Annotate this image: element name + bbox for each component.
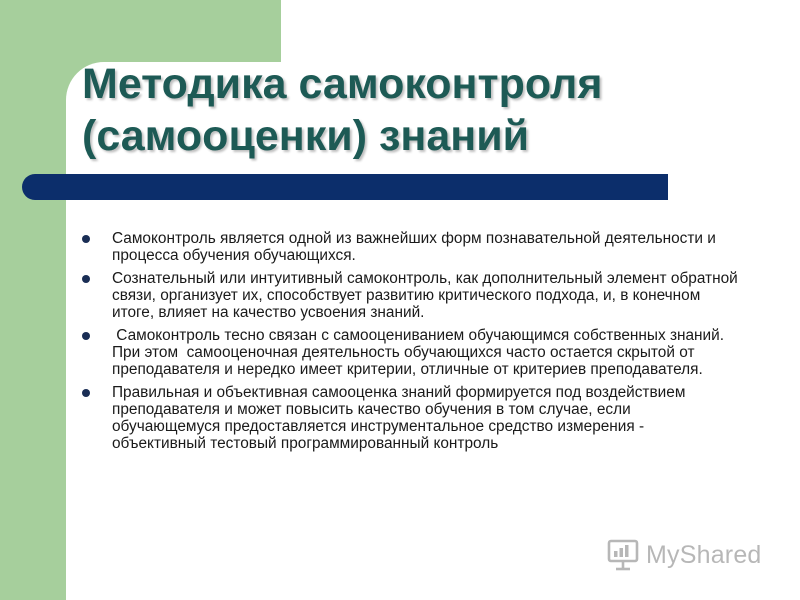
bullet-item — [80, 327, 740, 378]
bullet-list — [80, 230, 740, 458]
slide-title: Методика самоконтроля (самооценки) знаний — [82, 60, 603, 160]
bullet-text: Самоконтроль тесно связан с самооцениванием обучающимся собственных знаний. При этом самооценочная деятельность обучающихся часто остается скрытой от преподавателя и нередко имеет критерии, отличные от критериев преподавателя. — [112, 327, 729, 378]
watermark-text: MyShared — [646, 540, 762, 569]
watermark — [606, 538, 762, 572]
bullet-item — [80, 384, 740, 452]
bullet-dot-icon — [82, 389, 90, 397]
bullet-dot-icon — [82, 235, 90, 243]
bullet-item — [80, 230, 740, 264]
presentation-board-icon — [606, 538, 640, 572]
bullet-dot-icon — [82, 332, 90, 340]
bullet-text: Правильная и объективная самооценка знаний формируется под воздействием преподавателя и может повысить качество обучения в том случае, если обучающемуся предоставляется инструментальное средство измерения - объективный тестовый программированный контроль — [112, 384, 686, 452]
bullet-item — [80, 270, 740, 321]
bullet-dot-icon — [82, 275, 90, 283]
title-underline-bar — [22, 174, 668, 200]
bullet-text: Самоконтроль является одной из важнейших форм познавательной деятельности и процесса обучения обучающихся. — [112, 230, 716, 264]
bullet-text: Сознательный или интуитивный самоконтроль, как дополнительный элемент обратной связи, организует их, способствует развитию критического подхода, и, в конечном итоге, влияет на качество усвоения знаний. — [112, 270, 738, 321]
